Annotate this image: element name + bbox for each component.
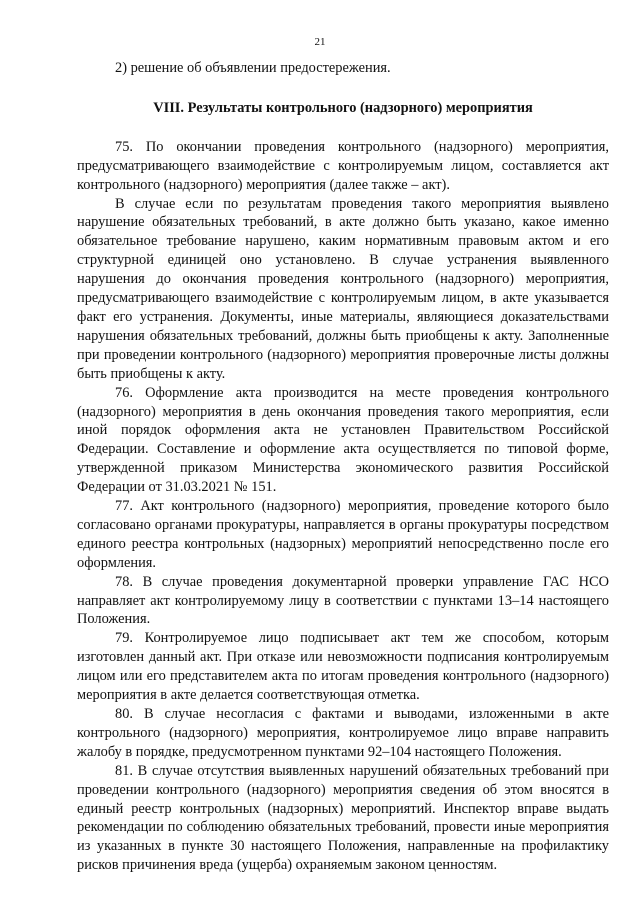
document-body [77,59,609,875]
intro-list-item: 2) решение об объявлении предостережения. [115,60,391,76]
paragraph-78: 78. В случае проведения документарной проверки управление ГАС НСО направляет акт контролируемому лицу в соответствии с пунктами 13–14 настоящего Положения. [77,573,609,628]
paragraph-80: 80. В случае несогласия с фактами и выводами, изложенными в акте контрольного (надзорного) мероприятия, контролируемое лицо вправе направить жалобу в порядке, предусмотренном пунктами 92–104 настоящего Положения. [77,706,609,760]
page-number: 21 [314,36,326,48]
paragraph-77: 77. Акт контрольного (надзорного) мероприятия, проведение которого было согласовано органами прокуратуры, направляется в органы прокуратуры посредством единого реестра контрольных (надзорных) мероприятий непосредственно после его оформления. [77,498,609,571]
paragraph-75-continued: В случае если по результатам проведения такого мероприятия выявлено нарушение обязательных требований, в акте должно быть указано, какое именно обязательное требование нарушено, каким нормативным правовым актом и его структурной единицей оно установлено. В случае устранения выявленного нарушения до окончания проведения контрольного (надзорного) мероприятия, предусматривающего взаимодействие с контролируемым лицом, в акте указывается факт его устранения. Документы, иные материалы, являющиеся доказательствами нарушения обязательных требований, должны быть приобщены к акту. Заполненные при проведении контрольного (надзорного) мероприятия проверочные листы должны быть приобщены к акту. [77,195,609,382]
paragraph-75: 75. По окончании проведения контрольного (надзорного) мероприятия, предусматривающего взаимодействие с контролируемым лицом, составляется акт контрольного (надзорного) мероприятия (далее также – акт). [77,138,609,193]
paragraph-81: 81. В случае отсутствия выявленных нарушений обязательных требований при проведении контрольного (надзорного) мероприятия сведения об этом вносятся в единый реестр контрольных (надзорных) мероприятий. Инспектор вправе выдать рекомендации по соблюдению обязательных требований, провести иные мероприятия из указанных в пункте 30 настоящего Положения, направленные на профилактику рисков причинения вреда (ущерба) охраняемым законом ценностям. [77,762,609,874]
paragraph-79: 79. Контролируемое лицо подписывает акт тем же способом, которым изготовлен данный акт. При отказе или невозможности подписания контролируемым лицом или его представителем акта по итогам проведения контрольного (надзорного) мероприятия в акте делается соответствующая отметка. [77,630,609,704]
paragraph-76: 76. Оформление акта производится на месте проведения контрольного (надзорного) мероприятия в день окончания проведения такого мероприятия, если иной порядок оформления акта не установлен Правительством Российской Федерации. Составление и оформление акта осуществляется по типовой форме, утвержденной приказом Министерства экономического развития Российской Федерации от 31.03.2021 № 151. [77,384,609,496]
section-heading: VIII. Результаты контрольного (надзорного) мероприятия [153,99,533,116]
